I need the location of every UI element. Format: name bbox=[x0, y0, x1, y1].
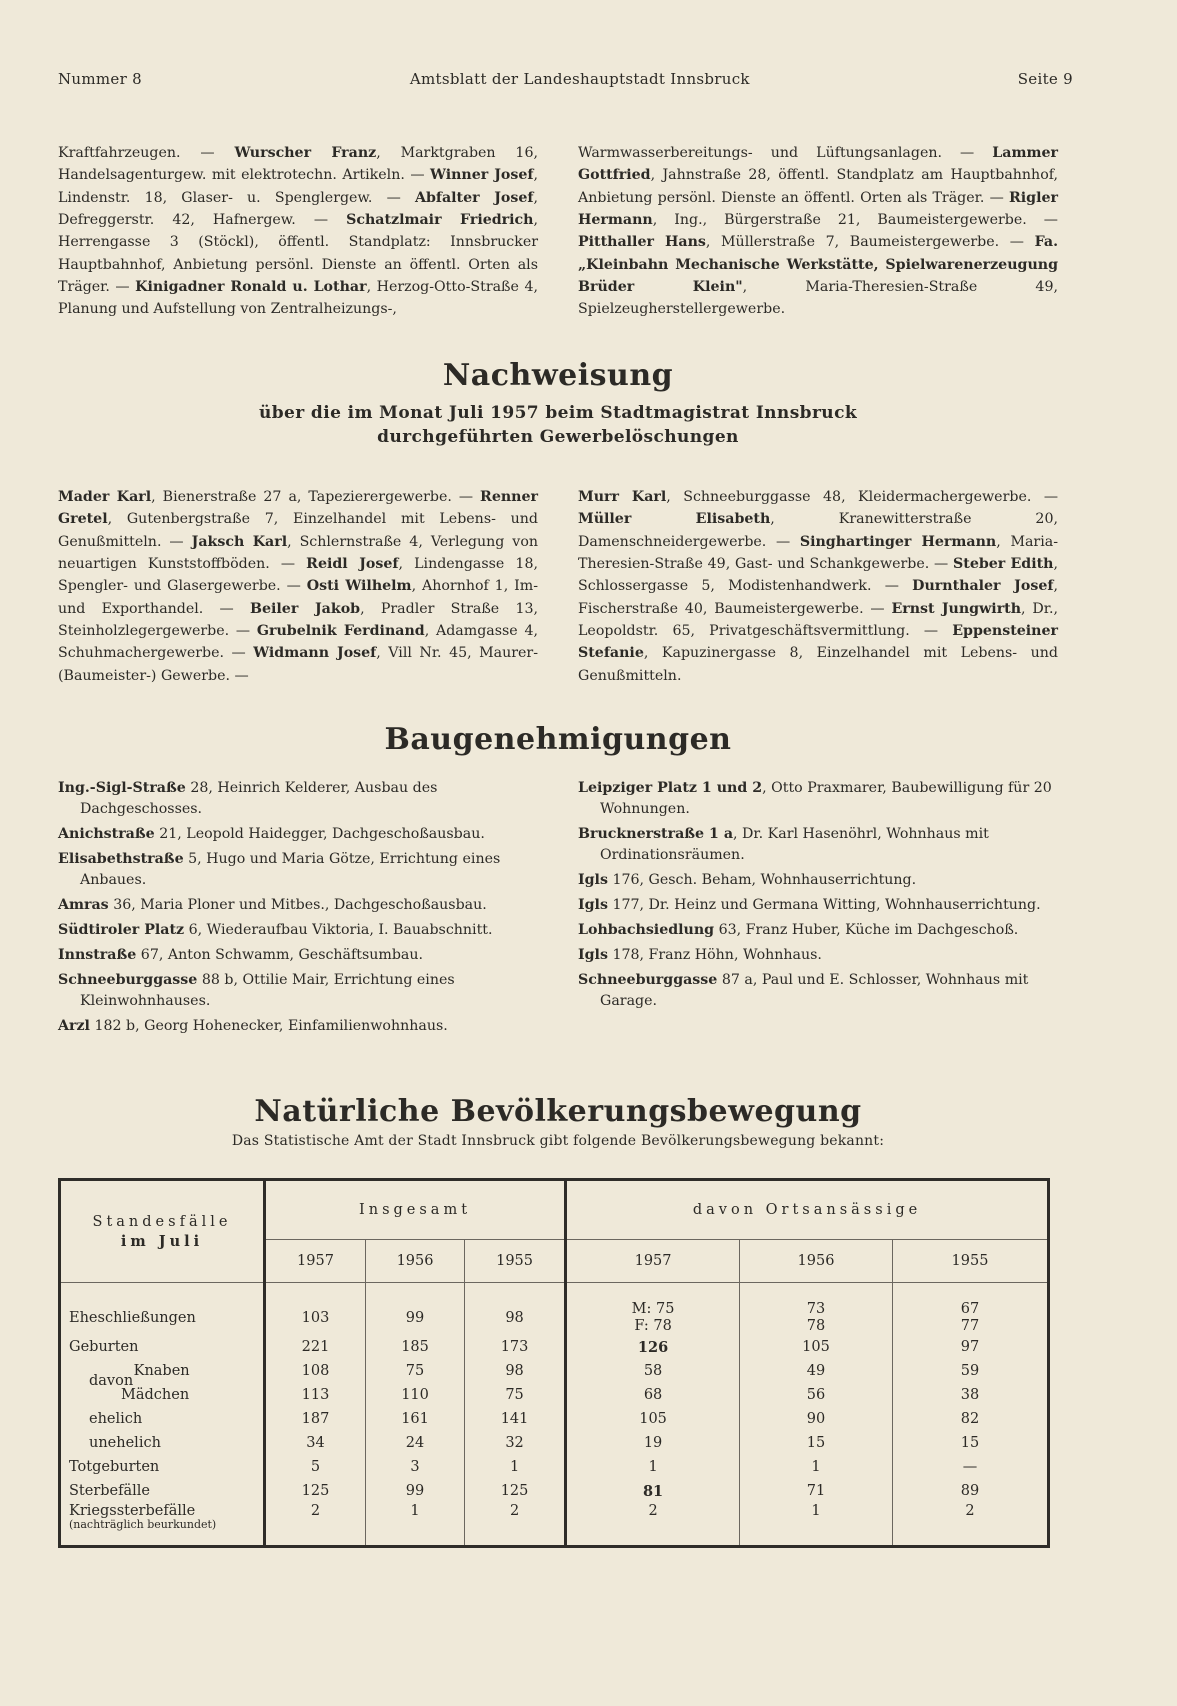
year-header: 1957 bbox=[566, 1240, 740, 1283]
permit-location: Igls bbox=[578, 897, 608, 913]
table-cell: 187 bbox=[265, 1407, 366, 1431]
permit-location: Anichstraße bbox=[58, 826, 155, 842]
table-cell: 5 bbox=[265, 1455, 366, 1479]
table-cell: 15 bbox=[892, 1431, 1048, 1455]
entry-name: Schatzlmair Friedrich bbox=[346, 212, 534, 229]
row-label-knaben-text: Knaben bbox=[133, 1363, 190, 1379]
cell-m: 73 bbox=[806, 1301, 826, 1317]
table-cell: 38 bbox=[892, 1383, 1048, 1407]
permit-location: Innstraße bbox=[58, 947, 137, 963]
permit-location: Igls bbox=[578, 872, 608, 888]
table-cell: 125 bbox=[265, 1479, 366, 1503]
table-row bbox=[60, 1359, 1049, 1383]
table-cell: 99 bbox=[366, 1283, 465, 1336]
table-cell: 19 bbox=[566, 1431, 740, 1455]
permit-details: 21, Leopold Haidegger, Dachgeschoßausbau. bbox=[154, 826, 485, 842]
year-header: 1955 bbox=[465, 1240, 566, 1283]
cell-m: M: 75 bbox=[631, 1301, 675, 1317]
permit-details: 28, Heinrich Kelderer, Ausbau des Dachgeschosses. bbox=[80, 780, 438, 817]
table-cell: 15 bbox=[740, 1431, 893, 1455]
row-label-davon: davon bbox=[89, 1373, 134, 1389]
list-item bbox=[58, 778, 538, 820]
cell-m: 67 bbox=[960, 1301, 980, 1317]
nachweisung-left bbox=[58, 486, 538, 687]
entry-text: , Maria-Theresien-Straße 49, Spielzeugherstellergewerbe. bbox=[578, 278, 1058, 318]
publication-title: Amtsblatt der Landeshauptstadt Innsbruck bbox=[409, 70, 750, 88]
header-insgesamt: Insgesamt bbox=[265, 1180, 566, 1240]
entry-text: , Fischerstraße 40, Baumeistergewerbe. — bbox=[578, 578, 1058, 617]
issue-number: Nummer 8 bbox=[58, 70, 142, 88]
header-standesfaelle: Standesfälle bbox=[92, 1213, 232, 1230]
table-cell: 49 bbox=[740, 1359, 893, 1383]
permit-details: 87 a, Paul und E. Schlosser, Wohnhaus mit Garage. bbox=[600, 972, 1029, 1009]
bevoelkerung-intro: Das Statistische Amt der Stadt Innsbruck gibt folgende Bevölkerungsbewegung bekannt: bbox=[231, 1133, 885, 1149]
row-label-totgeburten: Totgeburten bbox=[60, 1455, 265, 1479]
entry-name: Singhartinger Hermann bbox=[799, 533, 997, 550]
permit-location: Lohbachsiedlung bbox=[578, 922, 715, 938]
table-cell: 75 bbox=[465, 1383, 566, 1407]
header-im-juli: im Juli bbox=[120, 1232, 204, 1250]
table-cell: 75 bbox=[366, 1359, 465, 1383]
list-item bbox=[578, 945, 1058, 966]
permit-location: Schneeburggasse bbox=[58, 972, 198, 988]
table-cell: 98 bbox=[465, 1359, 566, 1383]
cell-f: 78 bbox=[806, 1318, 826, 1334]
population-table bbox=[58, 1178, 1050, 1548]
list-item bbox=[578, 895, 1058, 916]
entry-name: Durnthaler Josef bbox=[912, 578, 1054, 595]
permit-location: Ing.-Sigl-Straße bbox=[58, 780, 186, 796]
cell-f: F: 78 bbox=[634, 1318, 672, 1334]
table-cell: 1 bbox=[740, 1455, 893, 1479]
table-cell: 24 bbox=[366, 1431, 465, 1455]
list-item bbox=[578, 870, 1058, 891]
entry-name: Wurscher Franz bbox=[234, 145, 377, 162]
entry-text: , Maria-Theresien-Straße 49, Gast- und Schankgewerbe. — bbox=[578, 533, 1058, 573]
permit-location: Brucknerstraße 1 a bbox=[578, 826, 734, 842]
row-label-kriegssterbefaelle bbox=[60, 1503, 265, 1547]
table-cell: 141 bbox=[465, 1407, 566, 1431]
table-cell: 108 bbox=[265, 1359, 366, 1383]
list-item bbox=[58, 824, 538, 845]
table-cell: 110 bbox=[366, 1383, 465, 1407]
table-row bbox=[60, 1455, 1049, 1479]
table-cell: 1 bbox=[566, 1455, 740, 1479]
entry-name: Beiler Jakob bbox=[250, 600, 361, 617]
table-row bbox=[60, 1283, 1049, 1336]
table-cell: 2 bbox=[465, 1503, 566, 1547]
table-cell: 173 bbox=[465, 1335, 566, 1359]
entry-text: Warmwasserbereitungs- und Lüftungsanlagen. — bbox=[578, 145, 993, 162]
table-cell: 113 bbox=[265, 1383, 366, 1407]
entry-text: , Schlernstraße 4, Verlegung von neuartigen Kunststoffböden. — bbox=[58, 533, 538, 573]
table-cell: 99 bbox=[366, 1479, 465, 1503]
list-item bbox=[578, 824, 1058, 866]
table-cell: 89 bbox=[892, 1479, 1048, 1503]
year-header: 1955 bbox=[892, 1240, 1048, 1283]
entry-text: , Pradler Straße 13, Steinholzlegergewerbe. — bbox=[58, 600, 539, 639]
table-cell: 71 bbox=[740, 1479, 893, 1503]
table-cell: 56 bbox=[740, 1383, 893, 1407]
row-label-unehelich: unehelich bbox=[60, 1431, 265, 1455]
baugenehmigungen-left bbox=[58, 778, 538, 1041]
permit-details: 177, Dr. Heinz und Germana Witting, Wohnhauserrichtung. bbox=[607, 897, 1041, 913]
permit-details: 6, Wiederaufbau Viktoria, I. Bauabschnitt. bbox=[184, 922, 493, 938]
entry-text: , Müllerstraße 7, Baumeistergewerbe. — bbox=[705, 234, 1035, 251]
entry-text: , Dr., Leopoldstr. 65, Privatgeschäftsvermittlung. — bbox=[578, 600, 1058, 639]
table-cell: 97 bbox=[892, 1335, 1048, 1359]
entry-text: , Schneeburggasse 48, Kleidermachergewerbe. — bbox=[666, 489, 1059, 506]
entry-text: , Marktgraben 16, Handelsagenturgew. mit elektrotechn. Artikeln. — bbox=[58, 145, 538, 184]
permit-details: , Otto Praxmarer, Baubewilligung für 20 Wohnungen. bbox=[600, 780, 1052, 817]
continuation-left bbox=[58, 142, 538, 320]
table-row bbox=[60, 1407, 1049, 1431]
permit-details: 88 b, Ottilie Mair, Errichtung eines Kleinwohnhauses. bbox=[80, 972, 455, 1009]
row-label-sterbefaelle: Sterbefälle bbox=[60, 1479, 265, 1503]
permit-details: 36, Maria Ploner und Mitbes., Dachgeschoßausbau. bbox=[108, 897, 487, 913]
table-cell: 58 bbox=[566, 1359, 740, 1383]
entry-name: Mader Karl bbox=[58, 489, 152, 506]
baugenehmigungen-right bbox=[578, 778, 1058, 1041]
entry-text: , Gutenbergstraße 7, Einzelhandel mit Lebens- und Genußmitteln. — bbox=[58, 511, 538, 550]
nachweisung-subtitle-1: über die im Monat Juli 1957 beim Stadtmagistrat Innsbruck bbox=[259, 403, 857, 423]
entry-name: Lammer Gottfried bbox=[578, 145, 1058, 184]
permit-details: 67, Anton Schwamm, Geschäftsumbau. bbox=[136, 947, 424, 963]
bevoelkerung-heading bbox=[58, 1094, 1058, 1149]
entry-name: Steber Edith bbox=[953, 556, 1054, 573]
list-item bbox=[58, 945, 538, 966]
table-cell: 103 bbox=[265, 1283, 366, 1336]
nachweisung-subtitle-2: durchgeführten Gewerbelöschungen bbox=[377, 427, 739, 447]
permit-details: 182 b, Georg Hohenecker, Einfamilienwohnhaus. bbox=[89, 1018, 448, 1034]
table-cell: 161 bbox=[366, 1407, 465, 1431]
table-cell: 1 bbox=[465, 1455, 566, 1479]
table-cell: 81 bbox=[566, 1479, 740, 1503]
row-label-maedchen: Mädchen bbox=[60, 1383, 265, 1407]
table-cell: 1 bbox=[740, 1503, 893, 1547]
entry-name: Osti Wilhelm bbox=[306, 578, 412, 595]
table-cell: 2 bbox=[892, 1503, 1048, 1547]
list-item bbox=[578, 778, 1058, 820]
entry-name: Kinigadner Ronald u. Lothar bbox=[135, 278, 367, 295]
table-cell: 32 bbox=[465, 1431, 566, 1455]
table-header-label bbox=[60, 1180, 265, 1283]
permit-location: Südtiroler Platz bbox=[58, 922, 185, 938]
list-item bbox=[58, 920, 538, 941]
entry-text: , Kapuzinergasse 8, Einzelhandel mit Lebens- und Genußmitteln. bbox=[578, 645, 1058, 684]
entry-text: , Herzog-Otto-Straße 4, Planung und Aufstellung von Zentralheizungs-, bbox=[58, 278, 538, 318]
table-cell: 3 bbox=[366, 1455, 465, 1479]
permit-details: 63, Franz Huber, Küche im Dachgeschoß. bbox=[714, 922, 1019, 938]
year-header: 1956 bbox=[740, 1240, 893, 1283]
permit-details: , Dr. Karl Hasenöhrl, Wohnhaus mit Ordinationsräumen. bbox=[600, 826, 989, 863]
entry-name: Eppensteiner Stefanie bbox=[578, 622, 1058, 662]
entry-text: , Adamgasse 4, Schuhmachergewerbe. — bbox=[58, 622, 539, 662]
entry-text: , Kranewitterstraße 20, Damenschneidergewerbe. — bbox=[578, 511, 1059, 550]
row-label-eheschliessungen: Eheschließungen bbox=[60, 1283, 265, 1336]
entry-name: Renner Gretel bbox=[58, 489, 538, 528]
entry-name: Grubelnik Ferdinand bbox=[256, 622, 425, 639]
permit-location: Arzl bbox=[58, 1018, 90, 1034]
entry-name: Pitthaller Hans bbox=[578, 234, 706, 251]
entry-text: , Defreggerstr. 42, Hafnergew. — bbox=[58, 189, 539, 229]
permit-location: Elisabethstraße bbox=[58, 851, 184, 867]
list-item bbox=[578, 970, 1058, 1012]
entry-name: Rigler Hermann bbox=[578, 189, 1058, 229]
list-item bbox=[58, 970, 538, 1012]
list-item bbox=[58, 895, 538, 916]
entry-name: Fa. „Kleinbahn Mechanische Werkstätte, Spielwarenerzeugung Brüder Klein" bbox=[578, 234, 1059, 295]
table-cell: 221 bbox=[265, 1335, 366, 1359]
table-row bbox=[60, 1335, 1049, 1359]
row-label-geburten: Geburten bbox=[60, 1335, 265, 1359]
table-cell: — bbox=[892, 1455, 1048, 1479]
table-cell: 34 bbox=[265, 1431, 366, 1455]
entry-name: Murr Karl bbox=[578, 489, 667, 506]
entry-text: , Ing., Bürgerstraße 21, Baumeistergewerbe. — bbox=[652, 212, 1058, 229]
entry-text: , Lindengasse 18, Spengler- und Glasergewerbe. — bbox=[58, 556, 538, 595]
table-cell: 90 bbox=[740, 1407, 893, 1431]
permit-location: Amras bbox=[58, 897, 109, 913]
table-cell bbox=[740, 1283, 893, 1336]
entry-text: Kraftfahrzeugen. — bbox=[58, 145, 235, 162]
table-cell: 105 bbox=[566, 1407, 740, 1431]
nachweisung-right bbox=[578, 486, 1058, 687]
entry-name: Ernst Jungwirth bbox=[891, 600, 1022, 617]
table-cell: 98 bbox=[465, 1283, 566, 1336]
table-cell: 82 bbox=[892, 1407, 1048, 1431]
table-cell bbox=[566, 1283, 740, 1336]
row-label-note: (nachträglich beurkundet) bbox=[69, 1518, 217, 1531]
list-item bbox=[58, 849, 538, 891]
entry-name: Jaksch Karl bbox=[191, 533, 288, 550]
row-label-ehelich: ehelich bbox=[60, 1407, 265, 1431]
permit-details: 5, Hugo und Maria Götze, Errichtung eines Anbaues. bbox=[80, 851, 501, 888]
entry-name: Widmann Josef bbox=[253, 645, 377, 662]
baugenehmigungen-columns bbox=[58, 778, 1058, 1041]
table-row bbox=[60, 1503, 1049, 1547]
entry-name: Reidl Josef bbox=[306, 556, 399, 573]
permit-location: Igls bbox=[578, 947, 608, 963]
table-cell: 125 bbox=[465, 1479, 566, 1503]
table-cell bbox=[892, 1283, 1048, 1336]
nachweisung-columns bbox=[58, 472, 1058, 701]
entry-text: , Vill Nr. 45, Maurer- (Baumeister-) Gewerbe. — bbox=[58, 645, 539, 684]
entry-text: , Herrengasse 3 (Stöckl), öffentl. Standplatz: Innsbrucker Hauptbahnhof, Anbietung persönl. Dienste an öffentl. Orten als Träger. — bbox=[58, 212, 538, 295]
nachweisung-heading bbox=[58, 358, 1058, 449]
entry-text: , Schlossergasse 5, Modistenhandwerk. — bbox=[578, 556, 1058, 595]
continuation-columns bbox=[58, 128, 1058, 335]
entry-name: Abfalter Josef bbox=[414, 189, 534, 206]
entry-text: , Lindenstr. 18, Glaser- u. Spenglergew. — bbox=[58, 167, 538, 206]
permit-details: 178, Franz Höhn, Wohnhaus. bbox=[607, 947, 822, 963]
page-header bbox=[58, 70, 1073, 88]
entry-name: Winner Josef bbox=[430, 167, 534, 184]
list-item bbox=[578, 920, 1058, 941]
table-row bbox=[60, 1383, 1049, 1407]
bevoelkerung-title: Natürliche Bevölkerungsbewegung bbox=[254, 1094, 862, 1129]
table-row bbox=[60, 1431, 1049, 1455]
permit-location: Leipziger Platz 1 und 2 bbox=[578, 780, 763, 796]
table-cell: 2 bbox=[566, 1503, 740, 1547]
row-label-kriegssterbefaelle-text: Kriegssterbefälle bbox=[69, 1503, 196, 1519]
entry-text: , Ahornhof 1, Im- und Exporthandel. — bbox=[58, 578, 538, 617]
year-header: 1956 bbox=[366, 1240, 465, 1283]
table-cell: 185 bbox=[366, 1335, 465, 1359]
entry-name: Müller Elisabeth bbox=[578, 511, 771, 528]
baugenehmigungen-heading bbox=[58, 722, 1058, 757]
row-label-knaben bbox=[60, 1359, 265, 1389]
nachweisung-title: Nachweisung bbox=[442, 358, 674, 393]
table-row bbox=[60, 1479, 1049, 1503]
continuation-right bbox=[578, 142, 1058, 320]
entry-text: , Bienerstraße 27 a, Tapezierergewerbe. — bbox=[151, 489, 481, 506]
year-header: 1957 bbox=[265, 1240, 366, 1283]
table-cell: 1 bbox=[366, 1503, 465, 1547]
table-cell: 126 bbox=[566, 1335, 740, 1359]
table-cell: 68 bbox=[566, 1383, 740, 1407]
table-cell: 2 bbox=[265, 1503, 366, 1547]
list-item bbox=[58, 1016, 538, 1037]
page-number: Seite 9 bbox=[1017, 70, 1073, 88]
table-cell: 105 bbox=[740, 1335, 893, 1359]
baugenehmigungen-title: Baugenehmigungen bbox=[384, 722, 732, 757]
cell-f: 77 bbox=[960, 1318, 980, 1334]
header-ortsansaessige: davon Ortsansässige bbox=[566, 1180, 1049, 1240]
permit-details: 176, Gesch. Beham, Wohnhauserrichtung. bbox=[607, 872, 917, 888]
entry-text: , Jahnstraße 28, öffentl. Standplatz am Hauptbahnhof, Anbietung persönl. Dienste an öffentl. Orten als Träger. — bbox=[578, 167, 1058, 206]
permit-location: Schneeburggasse bbox=[578, 972, 718, 988]
table-cell: 59 bbox=[892, 1359, 1048, 1383]
